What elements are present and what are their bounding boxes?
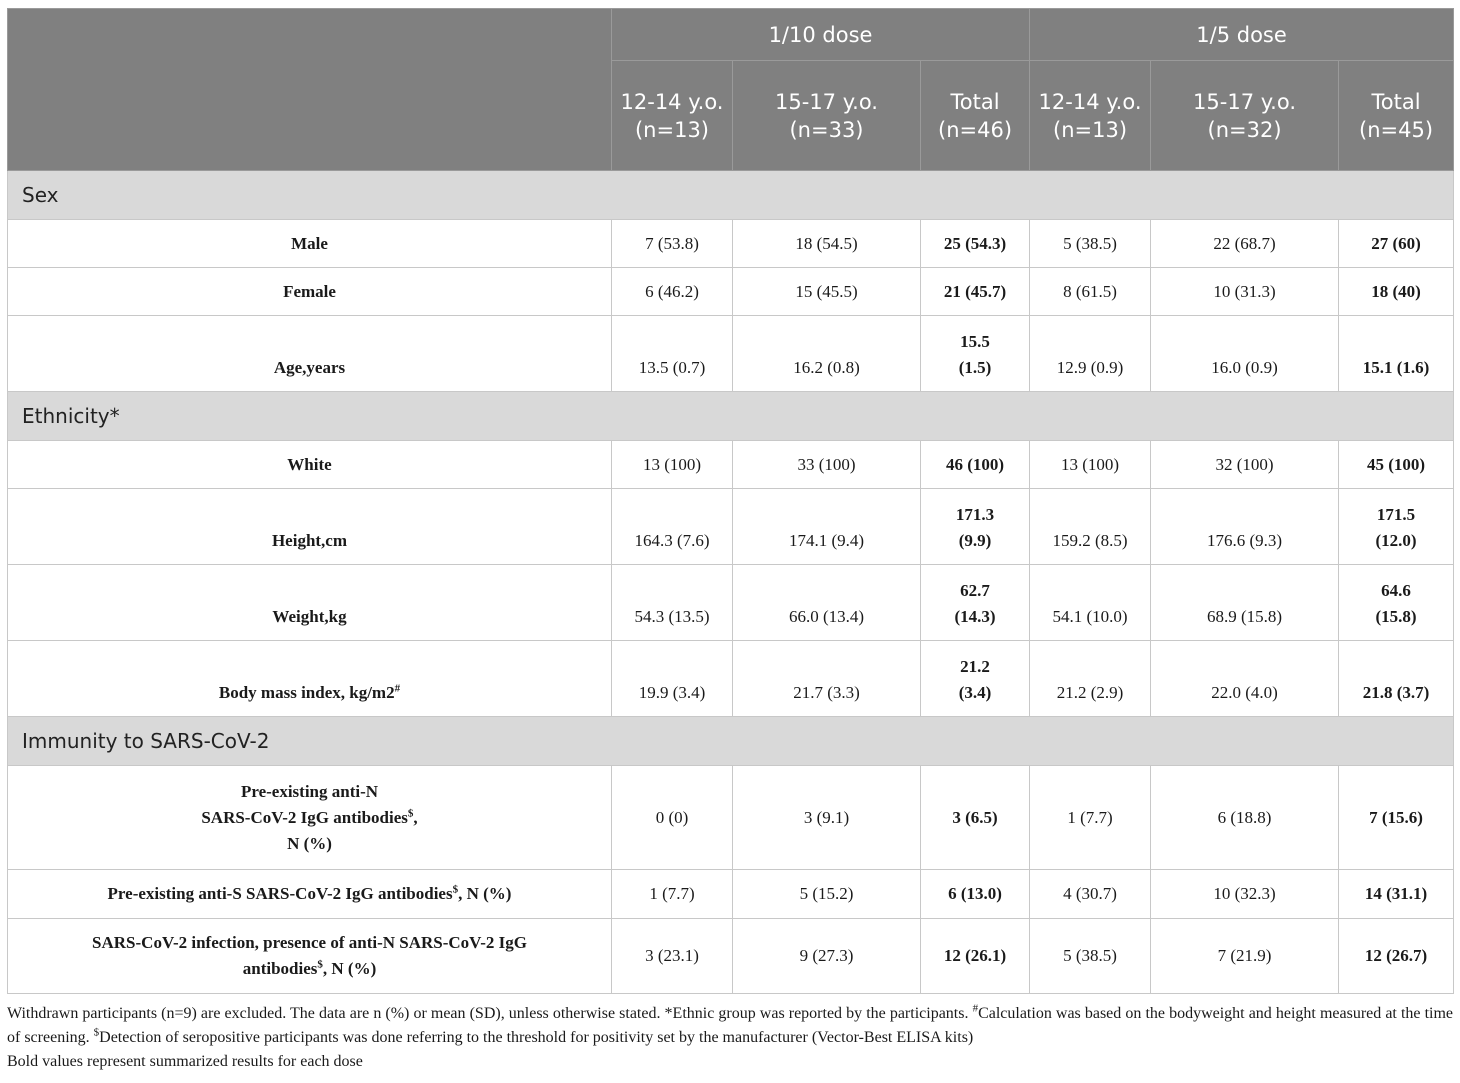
row-label-line: SARS-CoV-2 infection, presence of anti-N SARS-CoV-2 IgG <box>92 933 527 952</box>
table-cell: 3 (9.1) <box>733 766 921 870</box>
header-col-12-14-a: 12-14 y.o. (n=13) <box>612 61 733 171</box>
row-label-text: Body mass index, kg/m2 <box>218 683 395 702</box>
table-cell: 21.2 (2.9) <box>1030 641 1151 717</box>
row-label-punct: , <box>413 807 418 827</box>
table-cell: 7 (21.9) <box>1151 919 1339 994</box>
table-cell: 18 (54.5) <box>733 220 921 268</box>
row-label-text: Pre-existing anti-S SARS-CoV-2 IgG antibodies <box>107 884 453 903</box>
table-cell: 3 (23.1) <box>612 919 733 994</box>
table-cell: 13 (100) <box>612 441 733 489</box>
row-label-line: N (%) <box>287 833 332 853</box>
table-row <box>8 316 1454 392</box>
footnote-bold-note: Bold values represent summarized results for each dose <box>7 1053 363 1070</box>
row-label: Weight,kg <box>8 565 612 641</box>
header-group-1-5-dose: 1/5 dose <box>1030 9 1454 61</box>
table-cell-total: 171.3 (9.9) <box>921 489 1030 565</box>
header-col-total-a: Total (n=46) <box>921 61 1030 171</box>
table-cell-total: 21.2 (3.4) <box>921 641 1030 717</box>
table-cell: 15 (45.5) <box>733 268 921 316</box>
table-cell: 9 (27.3) <box>733 919 921 994</box>
section-row-ethnicity <box>8 392 1454 441</box>
row-label-text: , N (%) <box>322 959 377 978</box>
header-group-1-10-dose: 1/10 dose <box>612 9 1030 61</box>
table-cell: 164.3 (7.6) <box>612 489 733 565</box>
demographics-table <box>7 8 1454 994</box>
row-label: Male <box>8 220 612 268</box>
table-row <box>8 441 1454 489</box>
table-cell: 54.1 (10.0) <box>1030 565 1151 641</box>
footnote-text: Detection of seropositive participants was done referring to the threshold for positivity set by the manufacturer (Vector-Best ELISA kits) <box>99 1029 974 1046</box>
footnote-marker: # <box>972 1002 979 1015</box>
table-cell-total: 21.8 (3.7) <box>1339 641 1454 717</box>
table-cell: 22.0 (4.0) <box>1151 641 1339 717</box>
table-cell: 22 (68.7) <box>1151 220 1339 268</box>
table-cell: 5 (15.2) <box>733 870 921 919</box>
table-row <box>8 268 1454 316</box>
table-cell: 68.9 (15.8) <box>1151 565 1339 641</box>
table-cell: 16.2 (0.8) <box>733 316 921 392</box>
table-cell-total: 45 (100) <box>1339 441 1454 489</box>
table-cell: 54.3 (13.5) <box>612 565 733 641</box>
table-cell-total: 15.1 (1.6) <box>1339 316 1454 392</box>
table-cell-total: 12 (26.7) <box>1339 919 1454 994</box>
table-cell: 6 (18.8) <box>1151 766 1339 870</box>
table-cell-total: 3 (6.5) <box>921 766 1030 870</box>
table-cell: 4 (30.7) <box>1030 870 1151 919</box>
section-row-sex <box>8 171 1454 220</box>
table-cell: 0 (0) <box>612 766 733 870</box>
table-cell: 13.5 (0.7) <box>612 316 733 392</box>
table-row <box>8 870 1454 919</box>
row-label <box>8 919 612 994</box>
table-row <box>8 919 1454 994</box>
row-label: White <box>8 441 612 489</box>
row-label <box>8 641 612 717</box>
table-cell: 21.7 (3.3) <box>733 641 921 717</box>
table-cell-total: 171.5 (12.0) <box>1339 489 1454 565</box>
table-cell: 5 (38.5) <box>1030 919 1151 994</box>
table-body <box>8 171 1454 994</box>
row-label: Female <box>8 268 612 316</box>
section-label: Sex <box>8 171 1454 220</box>
table-cell-total: 25 (54.3) <box>921 220 1030 268</box>
header-col-15-17-a: 15-17 y.o. (n=33) <box>733 61 921 171</box>
table-cell-total: 14 (31.1) <box>1339 870 1454 919</box>
table-cell-total: 7 (15.6) <box>1339 766 1454 870</box>
section-label: Immunity to SARS-CoV-2 <box>8 717 1454 766</box>
table-cell: 5 (38.5) <box>1030 220 1151 268</box>
table-cell: 159.2 (8.5) <box>1030 489 1151 565</box>
table-cell-total: 64.6 (15.8) <box>1339 565 1454 641</box>
footnote-marker: $ <box>407 806 414 819</box>
header-col-total-b: Total (n=45) <box>1339 61 1454 171</box>
table-cell: 33 (100) <box>733 441 921 489</box>
table-cell: 8 (61.5) <box>1030 268 1151 316</box>
footnote-marker: # <box>394 682 401 695</box>
table-cell: 1 (7.7) <box>612 870 733 919</box>
table-cell-total: 21 (45.7) <box>921 268 1030 316</box>
table-cell: 16.0 (0.9) <box>1151 316 1339 392</box>
row-label-text: , N (%) <box>458 884 512 903</box>
footnote-marker: $ <box>317 958 323 971</box>
table-row <box>8 220 1454 268</box>
footnote-marker: $ <box>93 1026 100 1039</box>
table-cell-total: 18 (40) <box>1339 268 1454 316</box>
table-cell: 1 (7.7) <box>1030 766 1151 870</box>
table-cell: 19.9 (3.4) <box>612 641 733 717</box>
row-label: Age,years <box>8 316 612 392</box>
row-label: Height,cm <box>8 489 612 565</box>
table-cell: 66.0 (13.4) <box>733 565 921 641</box>
table-cell: 174.1 (9.4) <box>733 489 921 565</box>
footnote-text: Withdrawn participants (n=9) are excluded. The data are n (%) or mean (SD), unless otherwise stated. *Ethnic group was reported by the participants. <box>7 1005 973 1022</box>
footnote-text: Calculation was based on the bodyweight and height measured at the time of screening. <box>7 1005 1454 1046</box>
table-header <box>8 9 1454 171</box>
table-cell-total: 12 (26.1) <box>921 919 1030 994</box>
header-col-15-17-b: 15-17 y.o. (n=32) <box>1151 61 1339 171</box>
table-cell-total: 27 (60) <box>1339 220 1454 268</box>
table-container <box>7 8 1453 994</box>
footnote-marker: $ <box>452 883 459 896</box>
table-cell: 176.6 (9.3) <box>1151 489 1339 565</box>
table-cell: 12.9 (0.9) <box>1030 316 1151 392</box>
row-label <box>8 766 612 870</box>
header-col-12-14-b: 12-14 y.o. (n=13) <box>1030 61 1151 171</box>
section-row-immunity <box>8 717 1454 766</box>
table-row <box>8 766 1454 870</box>
table-footnote <box>7 1002 1453 1074</box>
table-cell: 10 (32.3) <box>1151 870 1339 919</box>
table-cell: 7 (53.8) <box>612 220 733 268</box>
table-cell: 6 (46.2) <box>612 268 733 316</box>
row-label-line: antibodies <box>242 959 318 978</box>
table-row <box>8 565 1454 641</box>
row-label <box>8 870 612 919</box>
table-cell-total: 46 (100) <box>921 441 1030 489</box>
table-cell-total: 15.5 (1.5) <box>921 316 1030 392</box>
row-label-line: SARS-CoV-2 IgG antibodies <box>201 807 408 827</box>
section-label: Ethnicity* <box>8 392 1454 441</box>
table-row <box>8 641 1454 717</box>
table-cell: 32 (100) <box>1151 441 1339 489</box>
table-row <box>8 489 1454 565</box>
table-cell-total: 6 (13.0) <box>921 870 1030 919</box>
row-label-line: Pre-existing anti-N <box>240 781 379 801</box>
header-empty-cell <box>8 9 612 171</box>
table-cell: 10 (31.3) <box>1151 268 1339 316</box>
table-cell-total: 62.7 (14.3) <box>921 565 1030 641</box>
table-cell: 13 (100) <box>1030 441 1151 489</box>
